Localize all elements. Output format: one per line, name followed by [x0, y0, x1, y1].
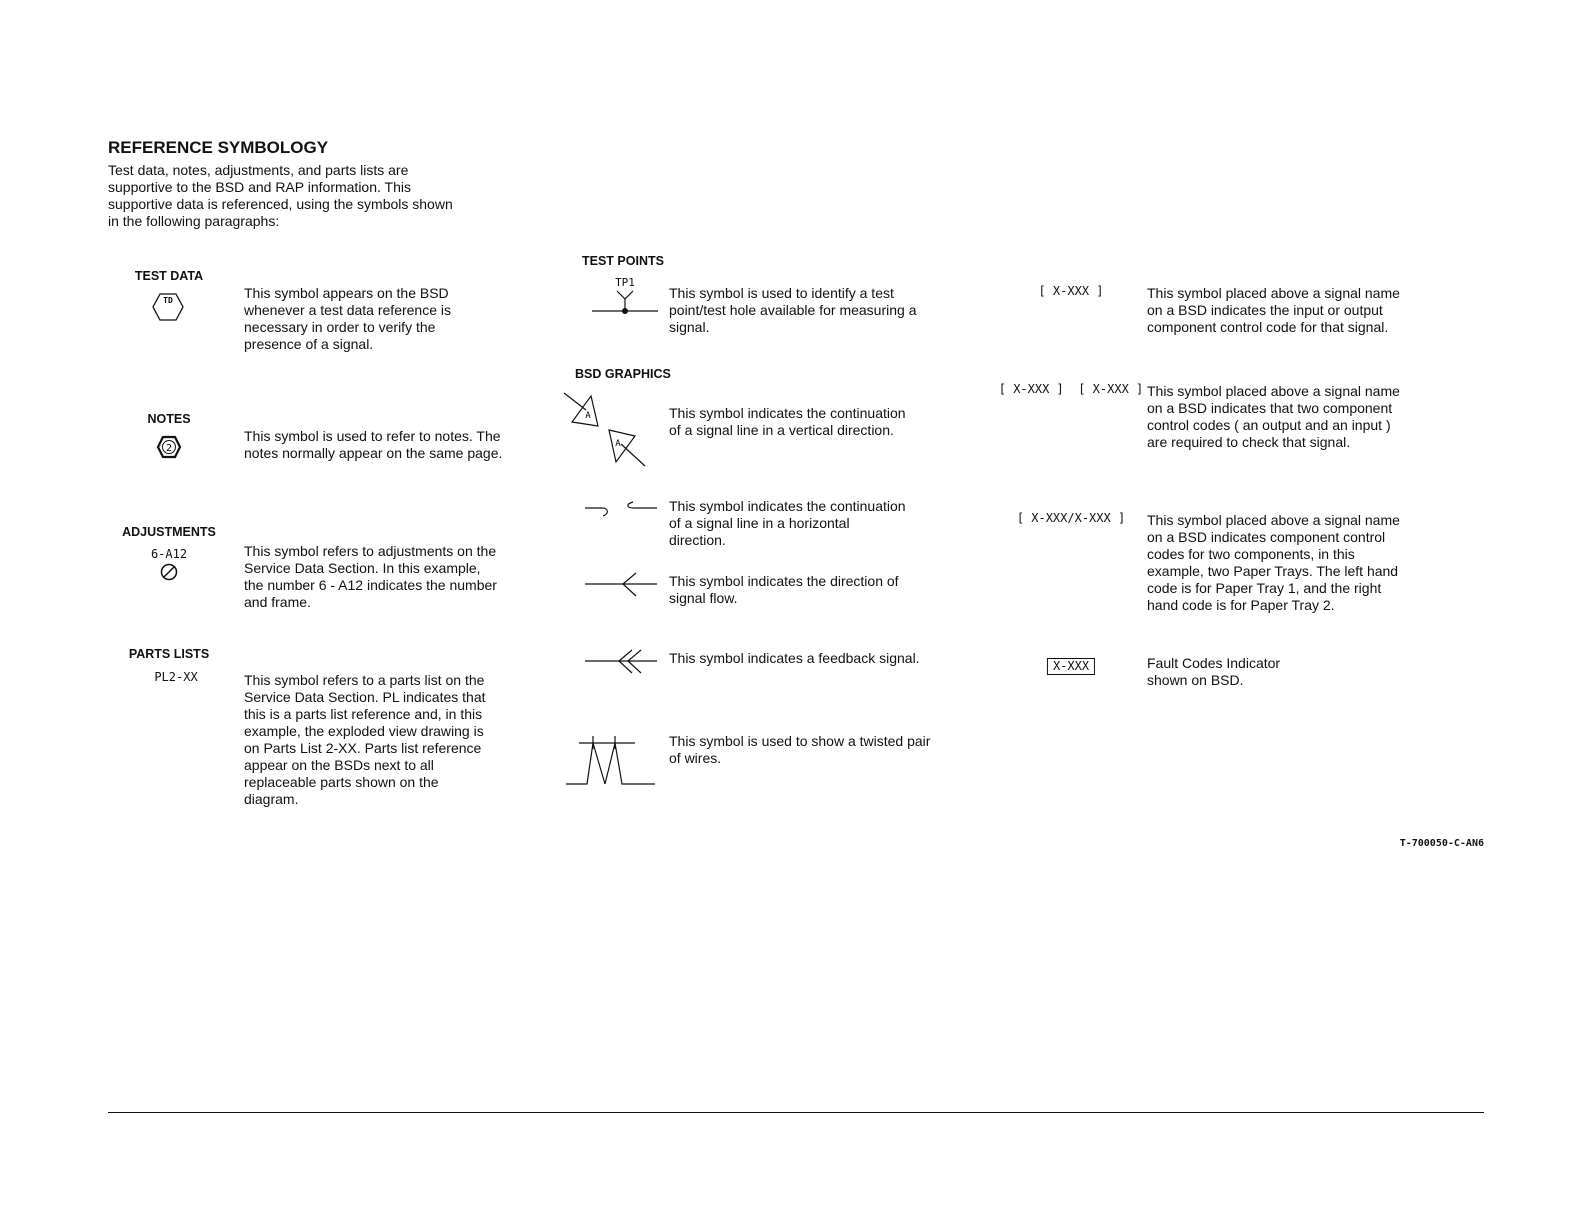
parts-lists-heading: PARTS LISTS — [128, 647, 210, 661]
notes-heading: NOTES — [147, 412, 191, 426]
note-icon — [157, 436, 181, 458]
page-title: REFERENCE SYMBOLOGY — [108, 138, 329, 157]
control-code-symbol: [ X-XXX ] — [1038, 284, 1104, 298]
continuation-label-bottom: A — [615, 439, 621, 449]
notes-description: This symbol is used to refer to notes. The notes normally appear on the same page. — [244, 428, 503, 461]
fault-code-indicator-symbol: X-XXX — [1047, 658, 1095, 675]
test-data-icon — [152, 293, 184, 321]
adjustments-description: This symbol refers to adjustments on the Service Data Section. In this example, the number 6 - A12 indicates the number and frame. — [244, 543, 497, 610]
bsd-graphics-heading: BSD GRAPHICS — [575, 367, 671, 381]
adjustment-label: 6-A12 — [150, 547, 188, 561]
vertical-continuation-icon — [560, 390, 660, 470]
signal-flow-description: This symbol indicates the direction of signal flow. — [669, 573, 899, 606]
test-point-icon — [592, 290, 658, 320]
continuation-label-top: A — [585, 411, 591, 421]
feedback-signal-description: This symbol indicates a feedback signal. — [669, 650, 920, 666]
twisted-pair-icon — [565, 735, 659, 787]
dual-control-code-symbol: [ X-XXX ] [ X-XXX ] — [998, 382, 1144, 396]
adjustment-icon — [160, 563, 178, 581]
horizontal-continuation-description: This symbol indicates the continuation of a signal line in a horizontal direction. — [669, 498, 906, 548]
test-data-heading: TEST DATA — [134, 269, 204, 283]
fault-code-indicator-description: Fault Codes Indicator shown on BSD. — [1147, 655, 1281, 688]
two-component-control-code-symbol: [ X-XXX/X-XXX ] — [1016, 511, 1126, 525]
horizontal-continuation-icon — [584, 500, 658, 518]
control-code-description: This symbol placed above a signal name on a BSD indicates the input or output component control code for that signal. — [1147, 285, 1400, 335]
test-point-label: TP1 — [615, 276, 635, 289]
parts-lists-description: This symbol refers to a parts list on the Service Data Section. PL indicates that this is a parts list reference and, in this example, the exploded view drawing is on Parts List 2-XX. Parts list reference appear on the BSDs next to all replaceable parts shown on the diagram. — [244, 672, 486, 807]
test-points-heading: TEST POINTS — [582, 254, 664, 268]
two-component-control-code-description: This symbol placed above a signal name on a BSD indicates component control codes for two components, in this example, two Paper Trays. The left hand code is for Paper Tray 1, and the right hand code is for Paper Tray 2. — [1147, 512, 1400, 613]
bottom-rule — [108, 1112, 1484, 1113]
note-icon-label: 2 — [165, 443, 173, 454]
dual-control-code-description: This symbol placed above a signal name on a BSD indicates that two component control codes ( an output and an input ) are required to check that signal. — [1147, 383, 1400, 450]
figure-id: T-700050-C-AN6 — [1399, 838, 1484, 849]
twisted-pair-description: This symbol is used to show a twisted pair of wires. — [669, 733, 931, 766]
vertical-continuation-description: This symbol indicates the continuation of a signal line in a vertical direction. — [669, 405, 906, 438]
test-points-description: This symbol is used to identify a test point/test hole available for measuring a signal. — [669, 285, 917, 335]
parts-list-label: PL2-XX — [154, 670, 198, 684]
feedback-signal-icon — [584, 649, 658, 675]
test-data-description: This symbol appears on the BSD whenever a test data reference is necessary in order to verify the presence of a signal. — [244, 285, 452, 352]
adjustments-heading: ADJUSTMENTS — [122, 525, 216, 539]
test-data-icon-label: TD — [163, 296, 173, 305]
signal-flow-arrow-icon — [584, 572, 658, 598]
intro-paragraph: Test data, notes, adjustments, and parts lists are supportive to the BSD and RAP information. This supportive data is referenced, using the symbols shown in the following paragraphs: — [108, 162, 453, 229]
